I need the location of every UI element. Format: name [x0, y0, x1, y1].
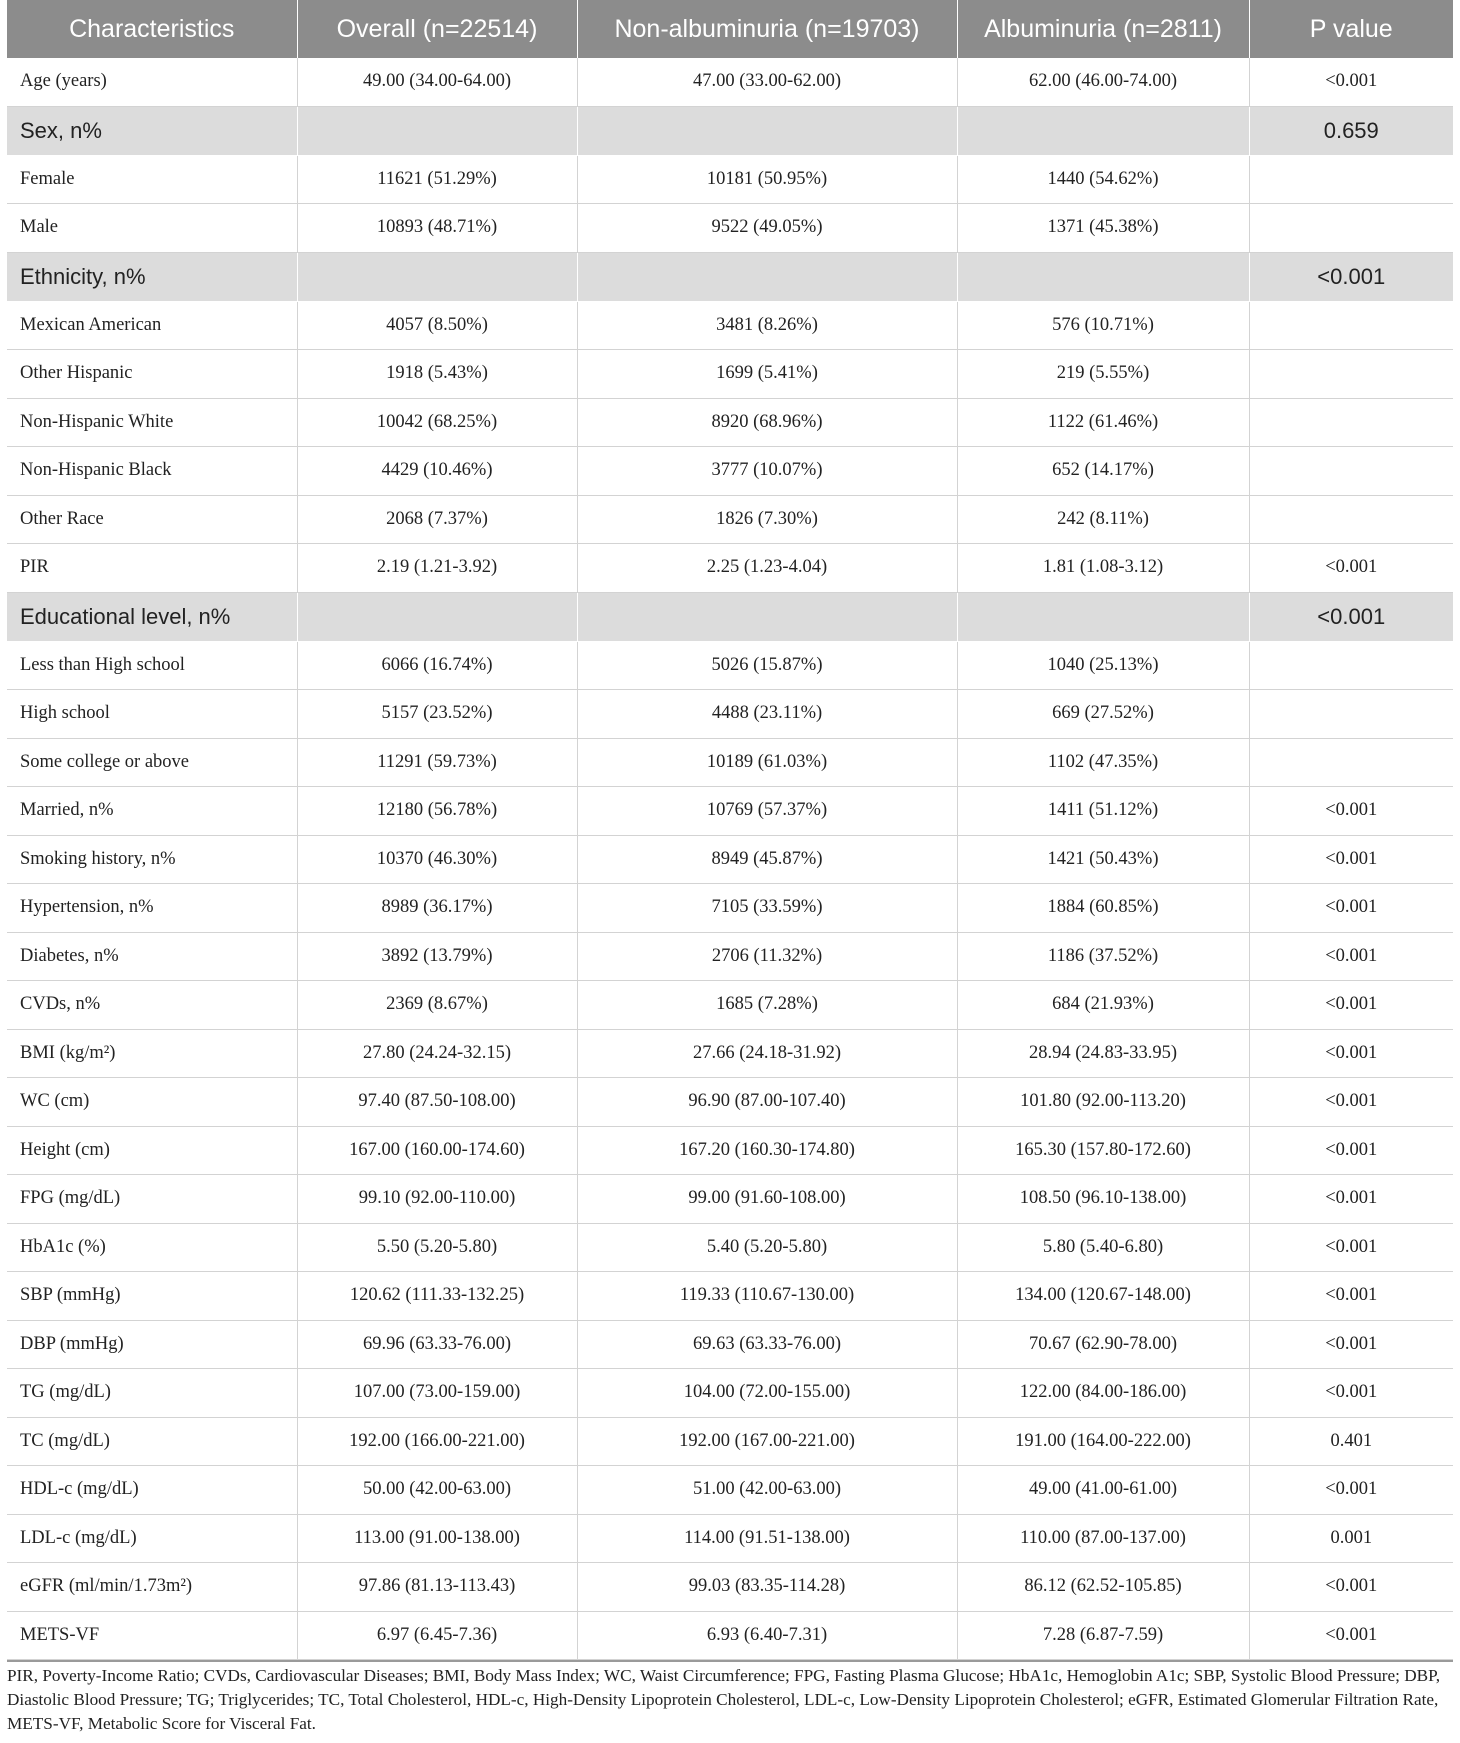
- cell-albuminuria: 1371 (45.38%): [957, 204, 1249, 253]
- cell-albuminuria: 1411 (51.12%): [957, 787, 1249, 836]
- header-characteristics: Characteristics: [7, 0, 297, 58]
- table-row: [7, 1078, 1453, 1127]
- cell-characteristic: Female: [7, 155, 297, 204]
- cell-overall: 11291 (59.73%): [297, 738, 577, 787]
- cell-non-albuminuria: 10769 (57.37%): [577, 787, 957, 836]
- table-row: [7, 787, 1453, 836]
- cell-overall: 120.62 (111.33-132.25): [297, 1272, 577, 1321]
- cell-overall: 8989 (36.17%): [297, 884, 577, 933]
- table-row: [7, 1466, 1453, 1515]
- cell-albuminuria: 7.28 (6.87-7.59): [957, 1611, 1249, 1660]
- cell-albuminuria: 576 (10.71%): [957, 301, 1249, 350]
- cell-non-albuminuria: 27.66 (24.18-31.92): [577, 1029, 957, 1078]
- cell-albuminuria: 49.00 (41.00-61.00): [957, 1466, 1249, 1515]
- group-header-row: [7, 106, 1453, 155]
- cell-overall: 11621 (51.29%): [297, 155, 577, 204]
- cell-non-albuminuria: 104.00 (72.00-155.00): [577, 1369, 957, 1418]
- cell-non-albuminuria: 1826 (7.30%): [577, 495, 957, 544]
- cell-albuminuria: 242 (8.11%): [957, 495, 1249, 544]
- cell-overall: 4429 (10.46%): [297, 447, 577, 496]
- cell-albuminuria: 1440 (54.62%): [957, 155, 1249, 204]
- cell-albuminuria: 110.00 (87.00-137.00): [957, 1514, 1249, 1563]
- group-header-row: [7, 592, 1453, 641]
- cell-characteristic: METS-VF: [7, 1611, 297, 1660]
- cell-non-albuminuria: 10189 (61.03%): [577, 738, 957, 787]
- cell-non-albuminuria: 47.00 (33.00-62.00): [577, 58, 957, 106]
- cell-p-value: <0.001: [1249, 1029, 1453, 1078]
- table-row: [7, 1175, 1453, 1224]
- characteristics-table: [7, 0, 1453, 1660]
- cell-overall: 6066 (16.74%): [297, 641, 577, 690]
- table-row: [7, 884, 1453, 933]
- cell-characteristic: Height (cm): [7, 1126, 297, 1175]
- cell-p-value: [1249, 204, 1453, 253]
- header-p-value: P value: [1249, 0, 1453, 58]
- cell-non-albuminuria: 114.00 (91.51-138.00): [577, 1514, 957, 1563]
- cell-non-albuminuria: 99.03 (83.35-114.28): [577, 1563, 957, 1612]
- cell-overall: [297, 106, 577, 155]
- cell-overall: 2068 (7.37%): [297, 495, 577, 544]
- cell-p-value: <0.001: [1249, 1175, 1453, 1224]
- cell-p-value: <0.001: [1249, 981, 1453, 1030]
- cell-non-albuminuria: 7105 (33.59%): [577, 884, 957, 933]
- header-albuminuria: Albuminuria (n=2811): [957, 0, 1249, 58]
- group-header-row: [7, 252, 1453, 301]
- cell-non-albuminuria: 2706 (11.32%): [577, 932, 957, 981]
- cell-non-albuminuria: 5026 (15.87%): [577, 641, 957, 690]
- cell-overall: 12180 (56.78%): [297, 787, 577, 836]
- cell-characteristic: Mexican American: [7, 301, 297, 350]
- table-row: [7, 1029, 1453, 1078]
- cell-characteristic: Hypertension, n%: [7, 884, 297, 933]
- table-row: [7, 1320, 1453, 1369]
- table-row: [7, 1611, 1453, 1660]
- cell-characteristic: TG (mg/dL): [7, 1369, 297, 1418]
- cell-overall: 97.86 (81.13-113.43): [297, 1563, 577, 1612]
- cell-p-value: <0.001: [1249, 1126, 1453, 1175]
- cell-p-value: <0.001: [1249, 1078, 1453, 1127]
- cell-albuminuria: 1040 (25.13%): [957, 641, 1249, 690]
- cell-non-albuminuria: 119.33 (110.67-130.00): [577, 1272, 957, 1321]
- cell-overall: 49.00 (34.00-64.00): [297, 58, 577, 106]
- cell-characteristic: Non-Hispanic Black: [7, 447, 297, 496]
- table-row: [7, 641, 1453, 690]
- table-row: [7, 58, 1453, 106]
- cell-characteristic: LDL-c (mg/dL): [7, 1514, 297, 1563]
- cell-characteristic: SBP (mmHg): [7, 1272, 297, 1321]
- cell-overall: 3892 (13.79%): [297, 932, 577, 981]
- cell-albuminuria: 1186 (37.52%): [957, 932, 1249, 981]
- cell-p-value: [1249, 155, 1453, 204]
- cell-non-albuminuria: 8949 (45.87%): [577, 835, 957, 884]
- cell-p-value: <0.001: [1249, 1466, 1453, 1515]
- cell-non-albuminuria: 6.93 (6.40-7.31): [577, 1611, 957, 1660]
- cell-characteristic: Less than High school: [7, 641, 297, 690]
- header-non-albuminuria: Non-albuminuria (n=19703): [577, 0, 957, 58]
- cell-p-value: <0.001: [1249, 592, 1453, 641]
- cell-p-value: [1249, 398, 1453, 447]
- cell-characteristic: DBP (mmHg): [7, 1320, 297, 1369]
- cell-p-value: <0.001: [1249, 1369, 1453, 1418]
- cell-albuminuria: 669 (27.52%): [957, 690, 1249, 739]
- cell-p-value: [1249, 738, 1453, 787]
- cell-albuminuria: 652 (14.17%): [957, 447, 1249, 496]
- cell-non-albuminuria: 3777 (10.07%): [577, 447, 957, 496]
- header-overall: Overall (n=22514): [297, 0, 577, 58]
- table-row: [7, 447, 1453, 496]
- cell-overall: 10893 (48.71%): [297, 204, 577, 253]
- cell-characteristic: Other Race: [7, 495, 297, 544]
- cell-albuminuria: 28.94 (24.83-33.95): [957, 1029, 1249, 1078]
- table-row: [7, 981, 1453, 1030]
- cell-non-albuminuria: [577, 106, 957, 155]
- cell-characteristic: Some college or above: [7, 738, 297, 787]
- cell-non-albuminuria: [577, 592, 957, 641]
- cell-non-albuminuria: 96.90 (87.00-107.40): [577, 1078, 957, 1127]
- table-container: [7, 0, 1453, 1660]
- table-row: [7, 301, 1453, 350]
- cell-p-value: [1249, 301, 1453, 350]
- cell-p-value: [1249, 447, 1453, 496]
- cell-non-albuminuria: 167.20 (160.30-174.80): [577, 1126, 957, 1175]
- table-row: [7, 544, 1453, 593]
- table-row: [7, 1272, 1453, 1321]
- cell-overall: 27.80 (24.24-32.15): [297, 1029, 577, 1078]
- table-body: [7, 58, 1453, 1660]
- table-row: [7, 1563, 1453, 1612]
- table-row: [7, 398, 1453, 447]
- cell-p-value: <0.001: [1249, 1272, 1453, 1321]
- table-row: [7, 1126, 1453, 1175]
- cell-p-value: <0.001: [1249, 544, 1453, 593]
- cell-p-value: <0.001: [1249, 884, 1453, 933]
- cell-albuminuria: 219 (5.55%): [957, 350, 1249, 399]
- cell-albuminuria: 1102 (47.35%): [957, 738, 1249, 787]
- cell-characteristic: FPG (mg/dL): [7, 1175, 297, 1224]
- cell-non-albuminuria: 2.25 (1.23-4.04): [577, 544, 957, 593]
- cell-p-value: <0.001: [1249, 787, 1453, 836]
- cell-p-value: <0.001: [1249, 1611, 1453, 1660]
- cell-overall: 50.00 (42.00-63.00): [297, 1466, 577, 1515]
- cell-p-value: <0.001: [1249, 932, 1453, 981]
- cell-characteristic: WC (cm): [7, 1078, 297, 1127]
- cell-p-value: 0.659: [1249, 106, 1453, 155]
- header-row: [7, 0, 1453, 58]
- cell-characteristic: Other Hispanic: [7, 350, 297, 399]
- cell-characteristic: Sex, n%: [7, 106, 297, 155]
- table-row: [7, 495, 1453, 544]
- cell-p-value: 0.401: [1249, 1417, 1453, 1466]
- cell-p-value: [1249, 350, 1453, 399]
- cell-non-albuminuria: 1685 (7.28%): [577, 981, 957, 1030]
- cell-characteristic: Male: [7, 204, 297, 253]
- cell-overall: 10042 (68.25%): [297, 398, 577, 447]
- cell-albuminuria: [957, 592, 1249, 641]
- cell-characteristic: TC (mg/dL): [7, 1417, 297, 1466]
- cell-albuminuria: 86.12 (62.52-105.85): [957, 1563, 1249, 1612]
- cell-characteristic: BMI (kg/m²): [7, 1029, 297, 1078]
- cell-albuminuria: 684 (21.93%): [957, 981, 1249, 1030]
- cell-non-albuminuria: 99.00 (91.60-108.00): [577, 1175, 957, 1224]
- cell-albuminuria: 1.81 (1.08-3.12): [957, 544, 1249, 593]
- cell-characteristic: eGFR (ml/min/1.73m²): [7, 1563, 297, 1612]
- cell-overall: 192.00 (166.00-221.00): [297, 1417, 577, 1466]
- cell-non-albuminuria: 51.00 (42.00-63.00): [577, 1466, 957, 1515]
- cell-overall: 10370 (46.30%): [297, 835, 577, 884]
- cell-overall: 1918 (5.43%): [297, 350, 577, 399]
- cell-albuminuria: 165.30 (157.80-172.60): [957, 1126, 1249, 1175]
- cell-characteristic: Educational level, n%: [7, 592, 297, 641]
- cell-overall: 99.10 (92.00-110.00): [297, 1175, 577, 1224]
- cell-overall: 113.00 (91.00-138.00): [297, 1514, 577, 1563]
- cell-non-albuminuria: 8920 (68.96%): [577, 398, 957, 447]
- table-row: [7, 1369, 1453, 1418]
- cell-characteristic: HbA1c (%): [7, 1223, 297, 1272]
- cell-overall: 2.19 (1.21-3.92): [297, 544, 577, 593]
- cell-overall: 69.96 (63.33-76.00): [297, 1320, 577, 1369]
- table-row: [7, 932, 1453, 981]
- cell-albuminuria: 70.67 (62.90-78.00): [957, 1320, 1249, 1369]
- cell-albuminuria: 1884 (60.85%): [957, 884, 1249, 933]
- cell-albuminuria: 62.00 (46.00-74.00): [957, 58, 1249, 106]
- table-row: [7, 155, 1453, 204]
- table-footnote: PIR, Poverty-Income Ratio; CVDs, Cardiovascular Diseases; BMI, Body Mass Index; WC, Waist Circumference; FPG, Fasting Plasma Glucose; HbA1c, Hemoglobin A1c; SBP, Systolic Blood Pressure; DBP, Diastolic Blood Pressure; TG; Triglycerides; TC, Total Cholesterol, HDL-c, High-Density Lipoprotein Cholesterol, LDL-c, Low-Density Lipoprotein Cholesterol; eGFR, Estimated Glomerular Filtration Rate, METS-VF, Metabolic Score for Visceral Fat.: [7, 1666, 1441, 1733]
- cell-characteristic: PIR: [7, 544, 297, 593]
- cell-overall: 5.50 (5.20-5.80): [297, 1223, 577, 1272]
- cell-characteristic: CVDs, n%: [7, 981, 297, 1030]
- cell-non-albuminuria: 1699 (5.41%): [577, 350, 957, 399]
- cell-characteristic: High school: [7, 690, 297, 739]
- cell-albuminuria: 5.80 (5.40-6.80): [957, 1223, 1249, 1272]
- cell-albuminuria: 122.00 (84.00-186.00): [957, 1369, 1249, 1418]
- table-row: [7, 1514, 1453, 1563]
- cell-albuminuria: 101.80 (92.00-113.20): [957, 1078, 1249, 1127]
- cell-non-albuminuria: 192.00 (167.00-221.00): [577, 1417, 957, 1466]
- cell-albuminuria: 191.00 (164.00-222.00): [957, 1417, 1249, 1466]
- cell-p-value: <0.001: [1249, 252, 1453, 301]
- cell-p-value: <0.001: [1249, 58, 1453, 106]
- cell-p-value: [1249, 690, 1453, 739]
- cell-p-value: 0.001: [1249, 1514, 1453, 1563]
- cell-p-value: <0.001: [1249, 1563, 1453, 1612]
- cell-albuminuria: 1421 (50.43%): [957, 835, 1249, 884]
- cell-p-value: <0.001: [1249, 835, 1453, 884]
- cell-p-value: [1249, 495, 1453, 544]
- cell-non-albuminuria: 10181 (50.95%): [577, 155, 957, 204]
- cell-p-value: <0.001: [1249, 1223, 1453, 1272]
- cell-non-albuminuria: 5.40 (5.20-5.80): [577, 1223, 957, 1272]
- cell-p-value: [1249, 641, 1453, 690]
- cell-characteristic: Smoking history, n%: [7, 835, 297, 884]
- table-row: [7, 204, 1453, 253]
- cell-albuminuria: 108.50 (96.10-138.00): [957, 1175, 1249, 1224]
- cell-overall: 107.00 (73.00-159.00): [297, 1369, 577, 1418]
- cell-non-albuminuria: [577, 252, 957, 301]
- cell-overall: 2369 (8.67%): [297, 981, 577, 1030]
- table-row: [7, 690, 1453, 739]
- cell-overall: [297, 592, 577, 641]
- cell-non-albuminuria: 4488 (23.11%): [577, 690, 957, 739]
- cell-characteristic: Ethnicity, n%: [7, 252, 297, 301]
- table-row: [7, 350, 1453, 399]
- cell-overall: 167.00 (160.00-174.60): [297, 1126, 577, 1175]
- cell-characteristic: Age (years): [7, 58, 297, 106]
- cell-p-value: <0.001: [1249, 1320, 1453, 1369]
- table-bottom-rule: [7, 1660, 1453, 1662]
- cell-non-albuminuria: 3481 (8.26%): [577, 301, 957, 350]
- cell-characteristic: Married, n%: [7, 787, 297, 836]
- cell-overall: 6.97 (6.45-7.36): [297, 1611, 577, 1660]
- cell-non-albuminuria: 9522 (49.05%): [577, 204, 957, 253]
- cell-albuminuria: 134.00 (120.67-148.00): [957, 1272, 1249, 1321]
- cell-characteristic: HDL-c (mg/dL): [7, 1466, 297, 1515]
- cell-non-albuminuria: 69.63 (63.33-76.00): [577, 1320, 957, 1369]
- cell-albuminuria: [957, 252, 1249, 301]
- cell-albuminuria: [957, 106, 1249, 155]
- cell-albuminuria: 1122 (61.46%): [957, 398, 1249, 447]
- cell-overall: 97.40 (87.50-108.00): [297, 1078, 577, 1127]
- table-row: [7, 1417, 1453, 1466]
- cell-overall: [297, 252, 577, 301]
- table-row: [7, 835, 1453, 884]
- table-row: [7, 738, 1453, 787]
- cell-overall: 5157 (23.52%): [297, 690, 577, 739]
- cell-overall: 4057 (8.50%): [297, 301, 577, 350]
- cell-characteristic: Non-Hispanic White: [7, 398, 297, 447]
- cell-characteristic: Diabetes, n%: [7, 932, 297, 981]
- table-row: [7, 1223, 1453, 1272]
